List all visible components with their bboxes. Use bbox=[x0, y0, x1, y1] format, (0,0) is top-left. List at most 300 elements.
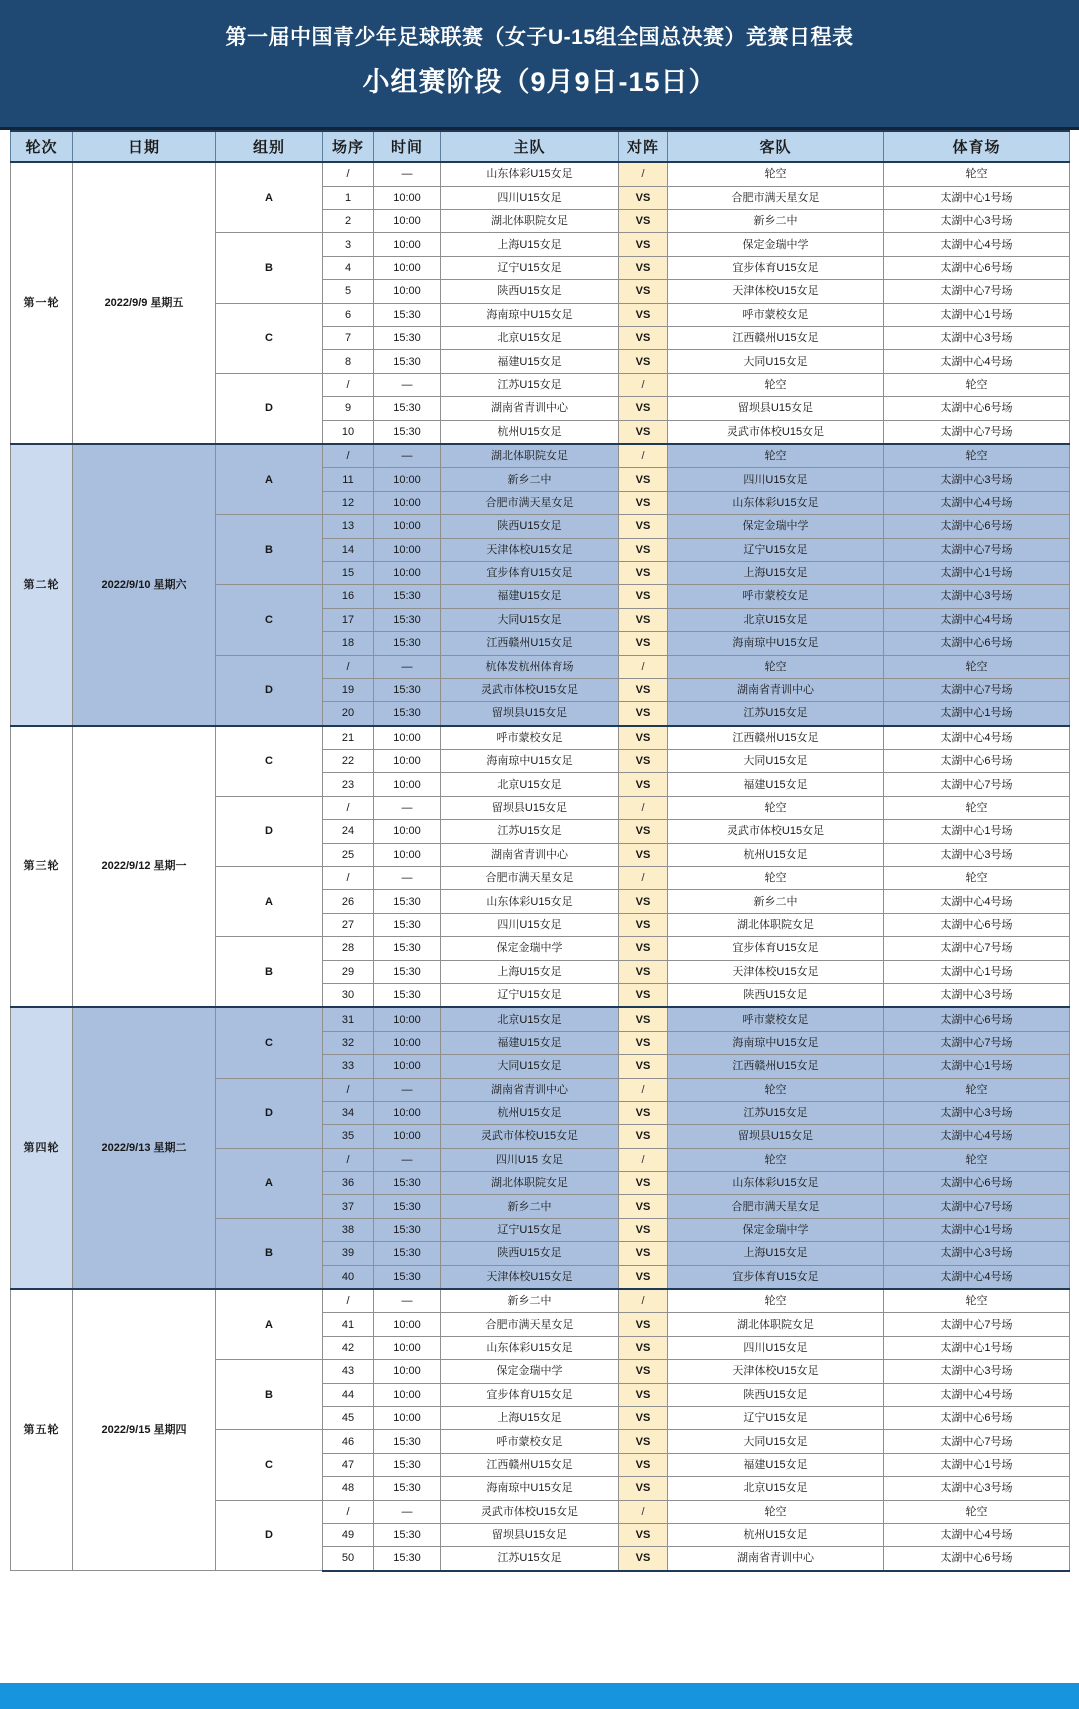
table-row bbox=[11, 726, 1070, 750]
round-label: 第五轮 bbox=[11, 1289, 73, 1571]
col-header-group: 组别 bbox=[216, 131, 323, 162]
match-number: 26 bbox=[323, 890, 374, 913]
away-team: 轮空 bbox=[668, 444, 884, 468]
match-time: 15:30 bbox=[374, 608, 441, 631]
match-number: / bbox=[323, 1078, 374, 1101]
versus-mark: / bbox=[619, 867, 668, 890]
col-header-match-no: 场序 bbox=[323, 131, 374, 162]
versus-mark: VS bbox=[619, 1055, 668, 1078]
home-team: 杭州U15女足 bbox=[441, 420, 619, 444]
versus-mark: VS bbox=[619, 1547, 668, 1571]
match-time: 10:00 bbox=[374, 256, 441, 279]
match-time: 15:30 bbox=[374, 397, 441, 420]
group-label: D bbox=[216, 1078, 323, 1148]
match-number: 30 bbox=[323, 983, 374, 1007]
versus-mark: VS bbox=[619, 186, 668, 209]
away-team: 轮空 bbox=[668, 1078, 884, 1101]
venue-name: 太湖中心1号场 bbox=[884, 702, 1070, 726]
match-number: / bbox=[323, 1500, 374, 1523]
away-team: 辽宁U15女足 bbox=[668, 1407, 884, 1430]
match-number: 1 bbox=[323, 186, 374, 209]
away-team: 灵武市体校U15女足 bbox=[668, 420, 884, 444]
venue-name: 轮空 bbox=[884, 444, 1070, 468]
match-number: 40 bbox=[323, 1265, 374, 1289]
versus-mark: VS bbox=[619, 303, 668, 326]
match-number: / bbox=[323, 796, 374, 819]
venue-name: 轮空 bbox=[884, 655, 1070, 678]
table-head bbox=[11, 131, 1070, 162]
match-time: 15:30 bbox=[374, 1453, 441, 1476]
venue-name: 太湖中心7号场 bbox=[884, 1313, 1070, 1336]
venue-name: 太湖中心3号场 bbox=[884, 1477, 1070, 1500]
versus-mark: VS bbox=[619, 983, 668, 1007]
away-team: 留坝县U15女足 bbox=[668, 397, 884, 420]
home-team: 灵武市体校U15女足 bbox=[441, 1125, 619, 1148]
match-number: / bbox=[323, 373, 374, 396]
group-label: C bbox=[216, 1430, 323, 1500]
home-team: 陕西U15女足 bbox=[441, 515, 619, 538]
match-time: — bbox=[374, 1289, 441, 1313]
match-number: 10 bbox=[323, 420, 374, 444]
group-label: B bbox=[216, 1360, 323, 1430]
match-time: 15:30 bbox=[374, 1172, 441, 1195]
home-team: 杭州U15女足 bbox=[441, 1101, 619, 1124]
venue-name: 太湖中心3号场 bbox=[884, 585, 1070, 608]
home-team: 留坝县U15女足 bbox=[441, 1523, 619, 1546]
away-team: 呼市蒙校女足 bbox=[668, 1007, 884, 1031]
home-team: 四川U15女足 bbox=[441, 913, 619, 936]
col-header-date: 日期 bbox=[73, 131, 216, 162]
match-time: 10:00 bbox=[374, 773, 441, 796]
venue-name: 太湖中心6号场 bbox=[884, 1547, 1070, 1571]
home-team: 四川U15女足 bbox=[441, 186, 619, 209]
venue-name: 轮空 bbox=[884, 1078, 1070, 1101]
match-time: — bbox=[374, 444, 441, 468]
match-number: 14 bbox=[323, 538, 374, 561]
versus-mark: / bbox=[619, 1500, 668, 1523]
venue-name: 太湖中心1号场 bbox=[884, 303, 1070, 326]
versus-mark: VS bbox=[619, 913, 668, 936]
home-team: 合肥市满天星女足 bbox=[441, 1313, 619, 1336]
home-team: 天津体校U15女足 bbox=[441, 1265, 619, 1289]
venue-name: 太湖中心4号场 bbox=[884, 726, 1070, 750]
match-number: 48 bbox=[323, 1477, 374, 1500]
group-label: A bbox=[216, 867, 323, 937]
away-team: 天津体校U15女足 bbox=[668, 960, 884, 983]
versus-mark: VS bbox=[619, 256, 668, 279]
match-time: 15:30 bbox=[374, 1265, 441, 1289]
home-team: 上海U15女足 bbox=[441, 1407, 619, 1430]
match-time: 10:00 bbox=[374, 538, 441, 561]
match-number: / bbox=[323, 162, 374, 186]
home-team: 湖南省青训中心 bbox=[441, 843, 619, 866]
match-number: 41 bbox=[323, 1313, 374, 1336]
away-team: 湖北体职院女足 bbox=[668, 1313, 884, 1336]
home-team: 福建U15女足 bbox=[441, 585, 619, 608]
away-team: 保定金瑞中学 bbox=[668, 515, 884, 538]
home-team: 上海U15女足 bbox=[441, 960, 619, 983]
home-team: 大同U15女足 bbox=[441, 1055, 619, 1078]
match-time: — bbox=[374, 373, 441, 396]
home-team: 呼市蒙校女足 bbox=[441, 726, 619, 750]
versus-mark: / bbox=[619, 1078, 668, 1101]
venue-name: 太湖中心4号场 bbox=[884, 233, 1070, 256]
away-team: 北京U15女足 bbox=[668, 608, 884, 631]
match-number: 38 bbox=[323, 1218, 374, 1241]
round-label: 第四轮 bbox=[11, 1007, 73, 1289]
page-banner bbox=[0, 0, 1079, 130]
home-team: 湖北体职院女足 bbox=[441, 444, 619, 468]
match-time: 15:30 bbox=[374, 937, 441, 960]
venue-name: 轮空 bbox=[884, 1500, 1070, 1523]
match-number: 46 bbox=[323, 1430, 374, 1453]
home-team: 山东体彩U15女足 bbox=[441, 1336, 619, 1359]
venue-name: 太湖中心3号场 bbox=[884, 210, 1070, 233]
match-time: 10:00 bbox=[374, 468, 441, 491]
venue-name: 太湖中心7号场 bbox=[884, 773, 1070, 796]
versus-mark: VS bbox=[619, 632, 668, 655]
venue-name: 太湖中心1号场 bbox=[884, 1218, 1070, 1241]
round-label: 第三轮 bbox=[11, 726, 73, 1008]
col-header-home: 主队 bbox=[441, 131, 619, 162]
home-team: 山东体彩U15女足 bbox=[441, 890, 619, 913]
venue-name: 轮空 bbox=[884, 796, 1070, 819]
home-team: 北京U15女足 bbox=[441, 1007, 619, 1031]
away-team: 新乡二中 bbox=[668, 210, 884, 233]
match-time: 10:00 bbox=[374, 1031, 441, 1054]
home-team: 合肥市满天星女足 bbox=[441, 491, 619, 514]
venue-name: 太湖中心6号场 bbox=[884, 750, 1070, 773]
venue-name: 轮空 bbox=[884, 162, 1070, 186]
match-number: 28 bbox=[323, 937, 374, 960]
match-time: — bbox=[374, 1078, 441, 1101]
home-team: 江西赣州U15女足 bbox=[441, 1453, 619, 1476]
versus-mark: VS bbox=[619, 515, 668, 538]
venue-name: 太湖中心3号场 bbox=[884, 983, 1070, 1007]
away-team: 福建U15女足 bbox=[668, 1453, 884, 1476]
venue-name: 太湖中心7号场 bbox=[884, 1031, 1070, 1054]
away-team: 呼市蒙校女足 bbox=[668, 303, 884, 326]
col-header-round: 轮次 bbox=[11, 131, 73, 162]
versus-mark: VS bbox=[619, 1336, 668, 1359]
away-team: 湖南省青训中心 bbox=[668, 1547, 884, 1571]
venue-name: 太湖中心4号场 bbox=[884, 350, 1070, 373]
match-time: 15:30 bbox=[374, 303, 441, 326]
away-team: 上海U15女足 bbox=[668, 561, 884, 584]
match-time: 10:00 bbox=[374, 750, 441, 773]
away-team: 四川U15女足 bbox=[668, 1336, 884, 1359]
group-label: C bbox=[216, 303, 323, 373]
versus-mark: VS bbox=[619, 1453, 668, 1476]
match-number: 27 bbox=[323, 913, 374, 936]
match-time: 10:00 bbox=[374, 1055, 441, 1078]
match-number: 37 bbox=[323, 1195, 374, 1218]
match-time: 10:00 bbox=[374, 233, 441, 256]
match-number: 33 bbox=[323, 1055, 374, 1078]
versus-mark: VS bbox=[619, 491, 668, 514]
venue-name: 太湖中心1号场 bbox=[884, 186, 1070, 209]
match-time: 15:30 bbox=[374, 1430, 441, 1453]
match-number: 31 bbox=[323, 1007, 374, 1031]
home-team: 宜步体育U15女足 bbox=[441, 561, 619, 584]
match-time: 10:00 bbox=[374, 726, 441, 750]
col-header-away: 客队 bbox=[668, 131, 884, 162]
venue-name: 太湖中心3号场 bbox=[884, 1101, 1070, 1124]
away-team: 轮空 bbox=[668, 1289, 884, 1313]
venue-name: 太湖中心6号场 bbox=[884, 515, 1070, 538]
away-team: 轮空 bbox=[668, 867, 884, 890]
away-team: 轮空 bbox=[668, 1148, 884, 1171]
match-time: 15:30 bbox=[374, 678, 441, 701]
versus-mark: VS bbox=[619, 890, 668, 913]
versus-mark: VS bbox=[619, 1313, 668, 1336]
venue-name: 轮空 bbox=[884, 1289, 1070, 1313]
match-number: 12 bbox=[323, 491, 374, 514]
match-number: 7 bbox=[323, 327, 374, 350]
match-time: 10:00 bbox=[374, 820, 441, 843]
home-team: 保定金瑞中学 bbox=[441, 1360, 619, 1383]
versus-mark: VS bbox=[619, 585, 668, 608]
match-time: 15:30 bbox=[374, 960, 441, 983]
match-time: 15:30 bbox=[374, 983, 441, 1007]
away-team: 宜步体育U15女足 bbox=[668, 937, 884, 960]
versus-mark: VS bbox=[619, 1007, 668, 1031]
versus-mark: VS bbox=[619, 750, 668, 773]
home-team: 留坝县U15女足 bbox=[441, 796, 619, 819]
match-time: 15:30 bbox=[374, 1547, 441, 1571]
away-team: 陕西U15女足 bbox=[668, 983, 884, 1007]
away-team: 福建U15女足 bbox=[668, 773, 884, 796]
venue-name: 太湖中心3号场 bbox=[884, 843, 1070, 866]
table-row bbox=[11, 1007, 1070, 1031]
versus-mark: VS bbox=[619, 561, 668, 584]
venue-name: 太湖中心1号场 bbox=[884, 561, 1070, 584]
venue-name: 太湖中心1号场 bbox=[884, 1055, 1070, 1078]
match-time: — bbox=[374, 162, 441, 186]
match-time: 10:00 bbox=[374, 1007, 441, 1031]
venue-name: 太湖中心4号场 bbox=[884, 1383, 1070, 1406]
home-team: 陕西U15女足 bbox=[441, 280, 619, 303]
page-subtitle: 小组赛阶段（9月9日-15日） bbox=[362, 66, 717, 97]
match-number: 19 bbox=[323, 678, 374, 701]
home-team: 湖南省青训中心 bbox=[441, 397, 619, 420]
match-number: 8 bbox=[323, 350, 374, 373]
match-time: — bbox=[374, 1500, 441, 1523]
venue-name: 太湖中心6号场 bbox=[884, 1407, 1070, 1430]
away-team: 山东体彩U15女足 bbox=[668, 491, 884, 514]
venue-name: 太湖中心7号场 bbox=[884, 1195, 1070, 1218]
away-team: 大同U15女足 bbox=[668, 1430, 884, 1453]
match-number: 20 bbox=[323, 702, 374, 726]
versus-mark: / bbox=[619, 1148, 668, 1171]
group-label: D bbox=[216, 796, 323, 866]
home-team: 辽宁U15女足 bbox=[441, 1218, 619, 1241]
match-time: 15:30 bbox=[374, 327, 441, 350]
match-number: 16 bbox=[323, 585, 374, 608]
home-team: 湖北体职院女足 bbox=[441, 210, 619, 233]
away-team: 辽宁U15女足 bbox=[668, 538, 884, 561]
match-number: 29 bbox=[323, 960, 374, 983]
table-row bbox=[11, 162, 1070, 186]
versus-mark: VS bbox=[619, 280, 668, 303]
versus-mark: VS bbox=[619, 702, 668, 726]
home-team: 宜步体育U15女足 bbox=[441, 1383, 619, 1406]
away-team: 湖南省青训中心 bbox=[668, 678, 884, 701]
match-time: 15:30 bbox=[374, 1218, 441, 1241]
venue-name: 太湖中心3号场 bbox=[884, 1242, 1070, 1265]
venue-name: 太湖中心6号场 bbox=[884, 632, 1070, 655]
table-body bbox=[11, 162, 1070, 1570]
away-team: 江西赣州U15女足 bbox=[668, 726, 884, 750]
match-time: 10:00 bbox=[374, 1383, 441, 1406]
match-time: 10:00 bbox=[374, 1407, 441, 1430]
away-team: 北京U15女足 bbox=[668, 1477, 884, 1500]
away-team: 天津体校U15女足 bbox=[668, 1360, 884, 1383]
group-label: A bbox=[216, 444, 323, 515]
versus-mark: VS bbox=[619, 678, 668, 701]
home-team: 呼市蒙校女足 bbox=[441, 1430, 619, 1453]
round-label: 第二轮 bbox=[11, 444, 73, 726]
venue-name: 太湖中心4号场 bbox=[884, 491, 1070, 514]
home-team: 上海U15女足 bbox=[441, 233, 619, 256]
match-time: 10:00 bbox=[374, 186, 441, 209]
match-time: 10:00 bbox=[374, 280, 441, 303]
venue-name: 太湖中心4号场 bbox=[884, 890, 1070, 913]
away-team: 轮空 bbox=[668, 373, 884, 396]
match-number: / bbox=[323, 444, 374, 468]
match-time: 10:00 bbox=[374, 1313, 441, 1336]
venue-name: 太湖中心7号场 bbox=[884, 280, 1070, 303]
venue-name: 太湖中心1号场 bbox=[884, 1453, 1070, 1476]
match-time: 15:30 bbox=[374, 585, 441, 608]
venue-name: 太湖中心6号场 bbox=[884, 397, 1070, 420]
match-time: 15:30 bbox=[374, 1477, 441, 1500]
venue-name: 太湖中心6号场 bbox=[884, 913, 1070, 936]
home-team: 四川U15 女足 bbox=[441, 1148, 619, 1171]
versus-mark: VS bbox=[619, 420, 668, 444]
match-time: 10:00 bbox=[374, 210, 441, 233]
away-team: 杭州U15女足 bbox=[668, 843, 884, 866]
away-team: 海南琼中U15女足 bbox=[668, 1031, 884, 1054]
match-number: 50 bbox=[323, 1547, 374, 1571]
match-number: 22 bbox=[323, 750, 374, 773]
versus-mark: / bbox=[619, 444, 668, 468]
match-number: 43 bbox=[323, 1360, 374, 1383]
versus-mark: VS bbox=[619, 1125, 668, 1148]
match-time: 15:30 bbox=[374, 702, 441, 726]
match-number: 15 bbox=[323, 561, 374, 584]
match-number: 42 bbox=[323, 1336, 374, 1359]
match-time: 15:30 bbox=[374, 913, 441, 936]
versus-mark: VS bbox=[619, 1430, 668, 1453]
away-team: 合肥市满天星女足 bbox=[668, 1195, 884, 1218]
home-team: 留坝县U15女足 bbox=[441, 702, 619, 726]
away-team: 江苏U15女足 bbox=[668, 702, 884, 726]
away-team: 轮空 bbox=[668, 796, 884, 819]
match-time: 15:30 bbox=[374, 420, 441, 444]
away-team: 大同U15女足 bbox=[668, 350, 884, 373]
group-label: B bbox=[216, 1218, 323, 1289]
round-date: 2022/9/13 星期二 bbox=[73, 1007, 216, 1289]
table-row bbox=[11, 444, 1070, 468]
match-time: 15:30 bbox=[374, 1523, 441, 1546]
group-label: A bbox=[216, 1148, 323, 1218]
home-team: 江西赣州U15女足 bbox=[441, 632, 619, 655]
match-number: 23 bbox=[323, 773, 374, 796]
venue-name: 太湖中心4号场 bbox=[884, 1265, 1070, 1289]
match-time: 10:00 bbox=[374, 1336, 441, 1359]
match-number: 17 bbox=[323, 608, 374, 631]
match-number: 44 bbox=[323, 1383, 374, 1406]
versus-mark: VS bbox=[619, 1360, 668, 1383]
venue-name: 太湖中心6号场 bbox=[884, 256, 1070, 279]
col-header-time: 时间 bbox=[374, 131, 441, 162]
group-label: B bbox=[216, 515, 323, 585]
venue-name: 太湖中心4号场 bbox=[884, 1523, 1070, 1546]
match-time: — bbox=[374, 867, 441, 890]
home-team: 辽宁U15女足 bbox=[441, 983, 619, 1007]
versus-mark: VS bbox=[619, 350, 668, 373]
match-number: / bbox=[323, 1148, 374, 1171]
home-team: 海南琼中U15女足 bbox=[441, 750, 619, 773]
venue-name: 太湖中心1号场 bbox=[884, 1336, 1070, 1359]
match-number: 5 bbox=[323, 280, 374, 303]
home-team: 新乡二中 bbox=[441, 1289, 619, 1313]
match-time: — bbox=[374, 655, 441, 678]
home-team: 灵武市体校U15女足 bbox=[441, 678, 619, 701]
versus-mark: VS bbox=[619, 327, 668, 350]
venue-name: 太湖中心7号场 bbox=[884, 538, 1070, 561]
versus-mark: / bbox=[619, 162, 668, 186]
away-team: 合肥市满天星女足 bbox=[668, 186, 884, 209]
group-label: D bbox=[216, 655, 323, 726]
match-number: 21 bbox=[323, 726, 374, 750]
versus-mark: VS bbox=[619, 210, 668, 233]
away-team: 灵武市体校U15女足 bbox=[668, 820, 884, 843]
versus-mark: VS bbox=[619, 468, 668, 491]
venue-name: 太湖中心3号场 bbox=[884, 468, 1070, 491]
match-number: 47 bbox=[323, 1453, 374, 1476]
match-number: 2 bbox=[323, 210, 374, 233]
home-team: 江苏U15女足 bbox=[441, 373, 619, 396]
away-team: 江西赣州U15女足 bbox=[668, 1055, 884, 1078]
home-team: 福建U15女足 bbox=[441, 350, 619, 373]
versus-mark: VS bbox=[619, 1218, 668, 1241]
group-label: D bbox=[216, 1500, 323, 1571]
venue-name: 太湖中心7号场 bbox=[884, 420, 1070, 444]
away-team: 山东体彩U15女足 bbox=[668, 1172, 884, 1195]
away-team: 江苏U15女足 bbox=[668, 1101, 884, 1124]
home-team: 江苏U15女足 bbox=[441, 1547, 619, 1571]
venue-name: 太湖中心6号场 bbox=[884, 1007, 1070, 1031]
match-time: 15:30 bbox=[374, 1195, 441, 1218]
away-team: 天津体校U15女足 bbox=[668, 280, 884, 303]
away-team: 轮空 bbox=[668, 162, 884, 186]
versus-mark: VS bbox=[619, 1242, 668, 1265]
home-team: 保定金瑞中学 bbox=[441, 937, 619, 960]
away-team: 陕西U15女足 bbox=[668, 1383, 884, 1406]
match-number: 25 bbox=[323, 843, 374, 866]
versus-mark: VS bbox=[619, 1265, 668, 1289]
versus-mark: VS bbox=[619, 1477, 668, 1500]
versus-mark: VS bbox=[619, 538, 668, 561]
home-team: 合肥市满天星女足 bbox=[441, 867, 619, 890]
away-team: 上海U15女足 bbox=[668, 1242, 884, 1265]
away-team: 留坝县U15女足 bbox=[668, 1125, 884, 1148]
match-time: 15:30 bbox=[374, 350, 441, 373]
versus-mark: / bbox=[619, 1289, 668, 1313]
table-header-row bbox=[11, 131, 1070, 162]
